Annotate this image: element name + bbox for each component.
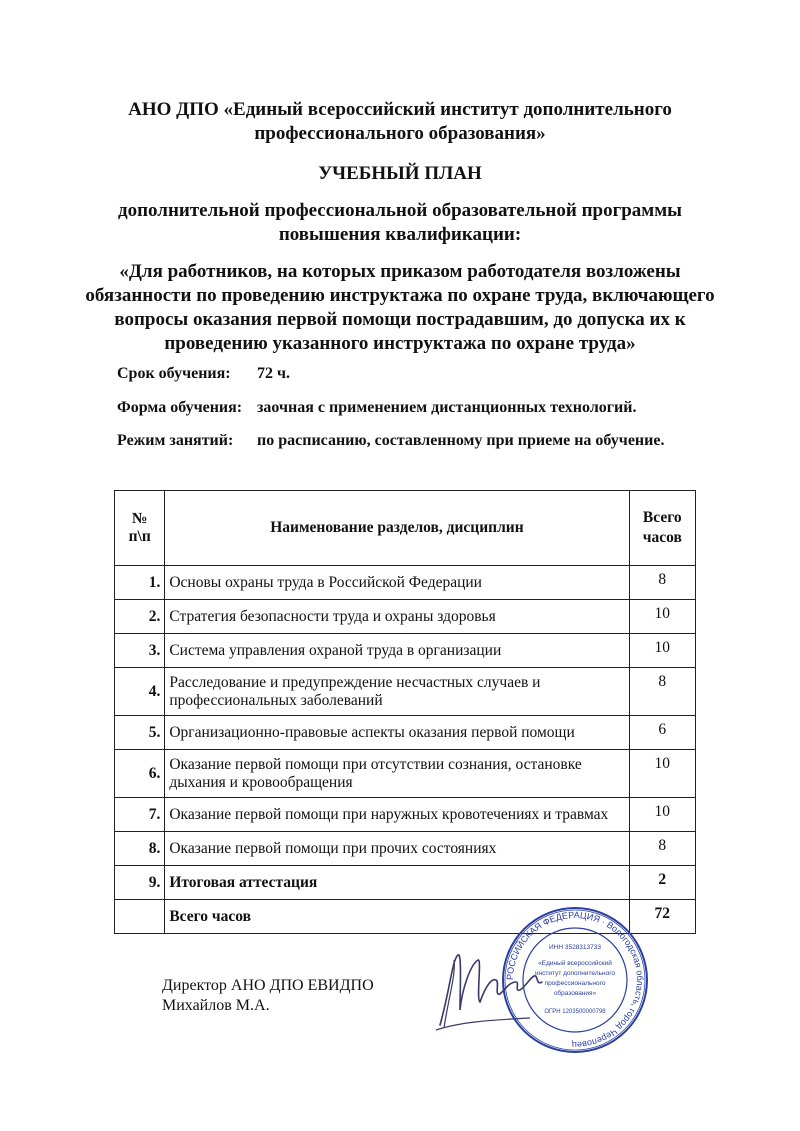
table-row <box>115 566 696 600</box>
program-type-line-1: дополнительной профессиональной образовательной программы <box>117 200 683 221</box>
row-num: 9. <box>115 866 165 900</box>
organization-name <box>0 98 800 146</box>
curriculum-table <box>114 490 696 934</box>
program-name-line-3: вопросы оказания первой помощи пострадавшим, до допуска их к <box>114 309 686 330</box>
row-hours: 8 <box>629 668 695 716</box>
row-hours: 10 <box>629 798 695 832</box>
row-num: 8. <box>115 832 165 866</box>
program-name-line-1: «Для работников, на которых приказом работодателя возложены <box>119 261 681 282</box>
row-hours: 10 <box>629 750 695 798</box>
table-header-row <box>115 491 696 566</box>
program-name-line-2: обязанности по проведению инструктажа по охране труда, включающего <box>85 285 715 306</box>
table-row <box>115 750 696 798</box>
row-name: Оказание первой помощи при прочих состояниях <box>165 832 629 866</box>
total-num <box>115 900 165 934</box>
stamp-ogrn: ОГРН 1203500000798 <box>544 1009 606 1015</box>
schedule-value: по расписанию, составленному при приеме на обучение. <box>257 432 665 449</box>
row-num: 2. <box>115 600 165 634</box>
duration-value: 72 ч. <box>257 365 291 382</box>
table-row <box>115 798 696 832</box>
header-name: Наименование разделов, дисциплин <box>165 491 629 566</box>
row-num: 5. <box>115 716 165 750</box>
stamp-inn: ИНН 3528313733 <box>548 944 602 951</box>
row-name: Организационно-правовые аспекты оказания первой помощи <box>165 716 629 750</box>
table-row <box>115 866 696 900</box>
stamp-outer-text: РОССИЙСКАЯ ФЕДЕРАЦИЯ · Вологодская область, город Череповец <box>504 909 646 1051</box>
row-name: Оказание первой помощи при отсутствии сознания, остановке дыхания и кровообращения <box>165 750 629 798</box>
program-type <box>0 199 800 247</box>
official-stamp <box>500 905 650 1055</box>
row-hours: 2 <box>629 866 695 900</box>
row-num: 4. <box>115 668 165 716</box>
stamp-inner-line-1: «Единый всероссийский <box>538 960 612 967</box>
header-hours-line-2: часов <box>642 529 682 546</box>
form-value: заочная с применением дистанционных технологий. <box>257 399 637 416</box>
organization-name-line-1: АНО ДПО «Единый всероссийский институт дополнительного <box>128 99 672 120</box>
row-name: Стратегия безопасности труда и охраны здоровья <box>165 600 629 634</box>
signature-block <box>162 976 374 1016</box>
table-row <box>115 668 696 716</box>
program-name <box>0 260 800 356</box>
organization-name-line-2: профессионального образования» <box>254 123 546 144</box>
row-num: 3. <box>115 634 165 668</box>
row-name: Оказание первой помощи при наружных кровотечениях и травмах <box>165 798 629 832</box>
header-hours <box>629 491 695 566</box>
row-name: Основы охраны труда в Российской Федерации <box>165 566 629 600</box>
row-num: 7. <box>115 798 165 832</box>
table-row <box>115 716 696 750</box>
row-name: Расследование и предупреждение несчастных случаев и профессиональных заболеваний <box>165 668 629 716</box>
table-row <box>115 832 696 866</box>
row-num: 1. <box>115 566 165 600</box>
total-hours: 72 <box>629 900 695 934</box>
document-title: УЧЕБНЫЙ ПЛАН <box>318 163 482 184</box>
stamp-inner-line-2: институт дополнительного <box>534 970 616 977</box>
row-hours: 10 <box>629 600 695 634</box>
row-hours: 8 <box>629 566 695 600</box>
program-name-line-4: проведению указанного инструктажа по охране труда» <box>164 333 636 354</box>
row-num: 6. <box>115 750 165 798</box>
row-hours: 8 <box>629 832 695 866</box>
row-name: Система управления охраной труда в организации <box>165 634 629 668</box>
header-hours-line-1: Всего <box>642 509 682 526</box>
row-hours: 6 <box>629 716 695 750</box>
signer-position: Директор АНО ДПО ЕВИДПО <box>162 977 374 994</box>
schedule-label: Режим занятий: <box>117 432 234 449</box>
header-num: № п\п <box>115 491 165 566</box>
stamp-inner-line-3: профессионального <box>544 980 606 987</box>
row-name: Итоговая аттестация <box>165 866 629 900</box>
signer-name: Михайлов М.А. <box>162 997 270 1014</box>
stamp-inner-line-4: образования» <box>553 990 597 997</box>
table-row <box>115 600 696 634</box>
total-label: Всего часов <box>165 900 629 934</box>
duration-label: Срок обучения: <box>117 365 231 382</box>
form-label: Форма обучения: <box>117 399 243 416</box>
program-type-line-2: повышения квалификации: <box>278 224 522 245</box>
table-row <box>115 634 696 668</box>
row-hours: 10 <box>629 634 695 668</box>
